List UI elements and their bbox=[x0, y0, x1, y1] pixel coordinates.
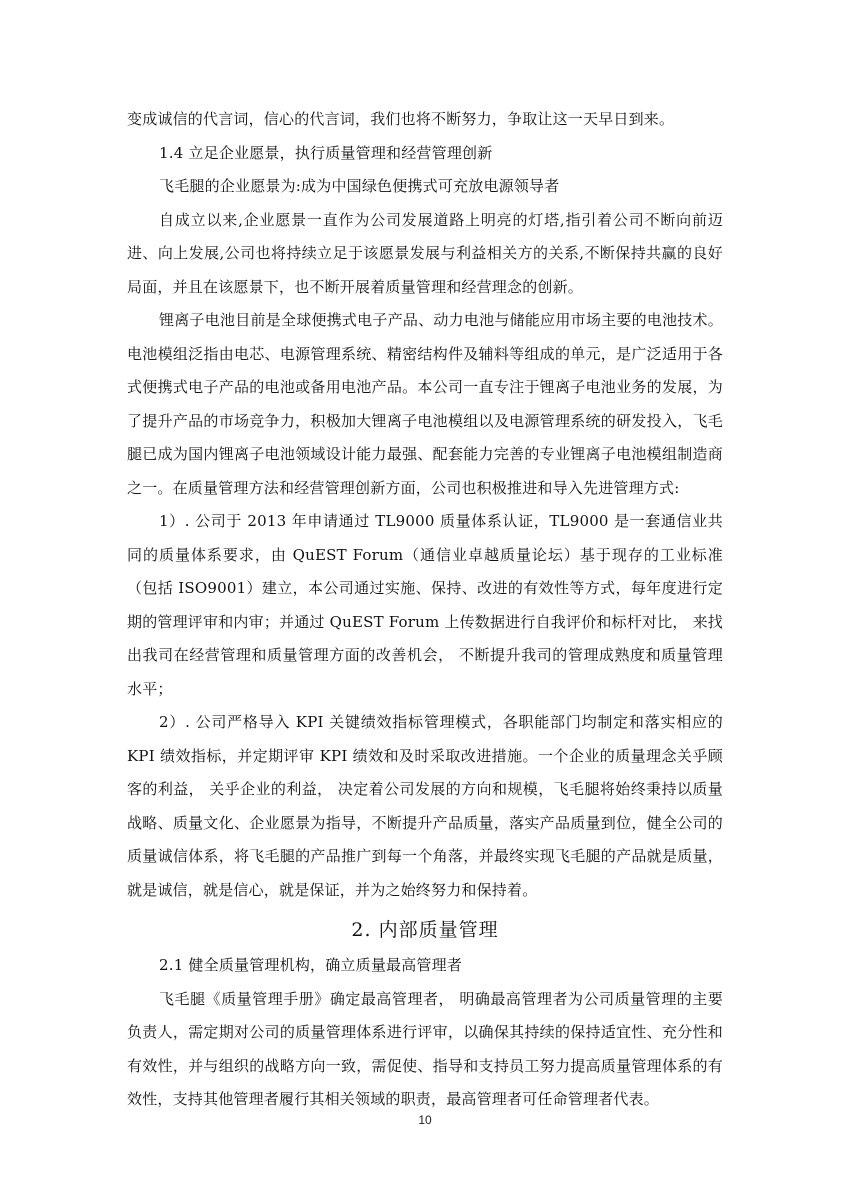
paragraph-quality-manual: 飞毛腿《质量管理手册》确定最高管理者， 明确最高管理者为公司质量管理的主要负责人，需定期对公司的质量管理体系进行评审，以确保其持续的保持适宜性、充分性和有效性，并与组织的战略方向一致，需促使、指导和支持员工努力提高质量管理体系的有效性，支持其他管理者履行其相关领域的职责，最高管理者可任命管理者代表。 bbox=[127, 989, 723, 1108]
paragraph-tl9000: 1）. 公司于 2013 年申请通过 TL9000 质量体系认证，TL9000 是一套通信业共同的质量体系要求，由 QuEST Forum（通信业卓越质量论坛）基于现存的工业标准（包括 ISO9001）建立，本公司通过实施、保持、改进的有效性等方式，每年度进行定期的管理评审和内审；并通过 QuEST Forum 上传数据进行自我评价和标杆对比， 来找出我司在经营管理和质量管理方面的改善机会， 不断提升我司的管理成熟度和质量管理水平； bbox=[127, 512, 723, 698]
section-heading-2-1: 2.1 健全质量管理机构，确立质量最高管理者 bbox=[159, 956, 463, 974]
paragraph-vision: 飞毛腿的企业愿景为:成为中国绿色便携式可充放电源领导者 bbox=[159, 177, 560, 195]
paragraph-since-founding: 自成立以来,企业愿景一直作为公司发展道路上明亮的灯塔,指引着公司不断向前迈进、向上发展,公司也将持续立足于该愿景发展与利益相关方的关系,不断保持共赢的良好局面，并且在该愿景下，也不断开展着质量管理和经营理念的创新。 bbox=[127, 210, 723, 296]
paragraph-lithium-battery: 锂离子电池目前是全球便携式电子产品、动力电池与储能应用市场主要的电池技术。电池模组泛指由电芯、电源管理系统、精密结构件及辅料等组成的单元，是广泛适用于各式便携式电子产品的电池或备用电池产品。本公司一直专注于锂离子电池业务的发展，为了提升产品的市场竞争力，积极加大锂离子电池模组以及电源管理系统的研发投入，飞毛腿已成为国内锂离子电池领域设计能力最强、配套能力完善的专业锂离子电池模组制造商之一。在质量管理方法和经营管理创新方面，公司也积极推进和导入先进管理方式: bbox=[127, 311, 723, 497]
page-number: 10 bbox=[418, 1113, 432, 1127]
paragraph-continuation: 变成诚信的代言词，信心的代言词，我们也将不断努力，争取让这一天早日到来。 bbox=[127, 110, 675, 128]
page-body bbox=[127, 103, 723, 1117]
chapter-heading-2: 2. 内部质量管理 bbox=[351, 919, 499, 941]
section-heading-1-4: 1.4 立足企业愿景，执行质量管理和经营管理创新 bbox=[159, 143, 493, 162]
paragraph-kpi: 2）. 公司严格导入 KPI 关键绩效指标管理模式，各职能部门均制定和落实相应的 KPI 绩效指标，并定期评审 KPI 绩效和及时采取改进措施。一个企业的质量理念关乎顾客的利益， 关乎企业的利益， 决定着公司发展的方向和规模，飞毛腿将始终秉持以质量战略、质量文化、企业愿景为指导，不断提升产品质量，落实产品质量到位，健全公司的质量诚信体系，将飞毛腿的产品推广到每一个角落，并最终实现飞毛腿的产品就是质量，就是诚信，就是信心，就是保证，并为之始终努力和保持着。 bbox=[127, 713, 723, 899]
